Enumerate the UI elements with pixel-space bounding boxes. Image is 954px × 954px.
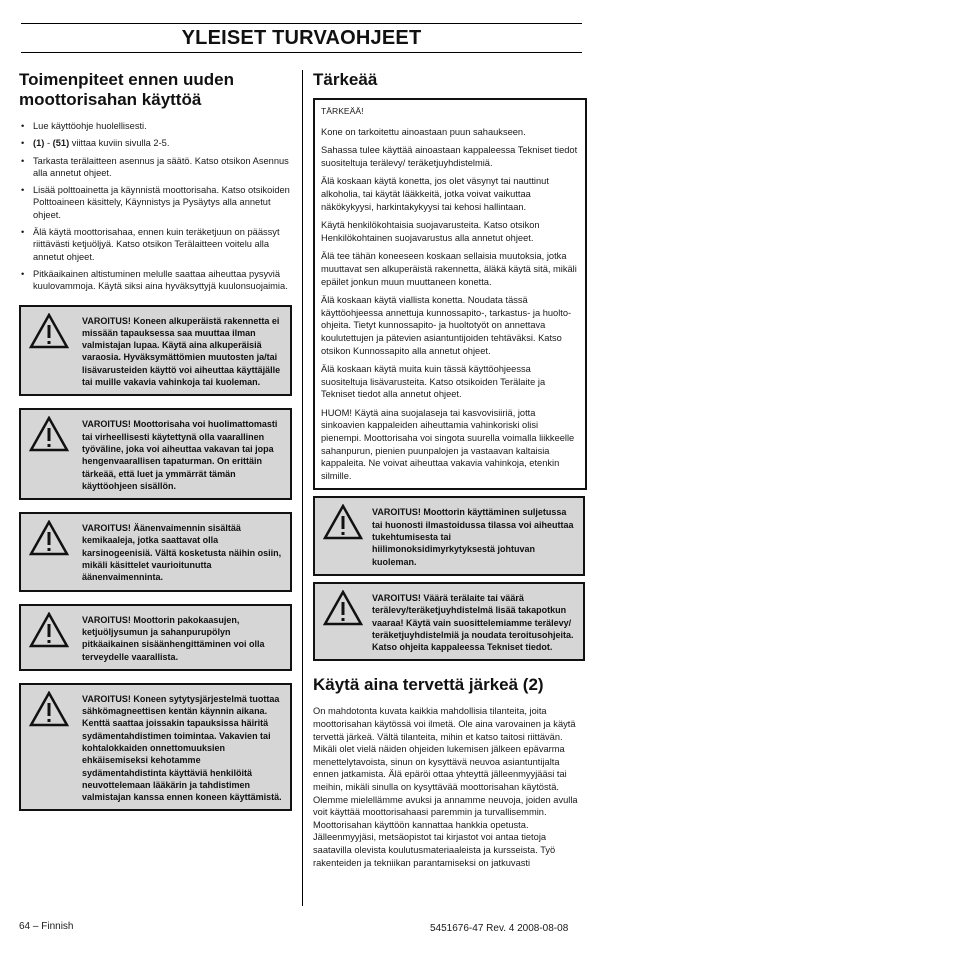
warning-box (313, 582, 585, 661)
list-item: • Lisää polttoainetta ja käynnistä moottorisaha. Katso otsikoiden Polttoaineen käsittely, Käynnistys ja Pysäytys alla annetut ohjeet. (19, 184, 292, 221)
important-paragraph: Käytä henkilökohtaisia suojavarusteita. Katso otsikon Henkilökohtainen suojavarustus alla annetut ohjeet. (321, 220, 540, 243)
important-box-title: TÄRKEÄÄ! (321, 106, 364, 116)
important-paragraph: Älä koskaan käytä muita kuin tässä käyttöohjeessa suositeltuja lisävarusteita. Katso otsikoiden Terälaite ja Tekniset tiedot alla annetut ohjeet. (321, 364, 546, 400)
warning-box (19, 683, 292, 812)
warning-text: VAROITUS! Koneen alkuperäistä rakennetta ei missään tapauksessa saa muuttaa ilman valmistajan lupaa. Käytä aina alkuperäisiä varaosia. Hyväksymättömien muutosten ja/tai lisävarusteiden käyttö voi aiheuttaa käyttäjälle tai muille vakavia vahinkoja tai kuoleman. (82, 315, 281, 388)
warning-triangle-icon (29, 612, 69, 648)
warning-text: VAROITUS! Väärä terälaite tai väärä terälevy/teräketjuyhdistelmä lisää takapotkun vaaraa! Käytä vain suosittelemiamme terälevy/ teräketjuyhdistelmiä ja noudata teroitusohjeita. Katso ohjeita kappaleessa Tekniset tiedot. (372, 592, 574, 653)
list-item: • (1) - (51) viittaa kuviin sivulla 2-5. (19, 137, 292, 149)
important-paragraph: Älä koskaan käytä konetta, jos olet väsynyt tai nauttinut alkoholia, tai käytät lääkkeitä, jotka voivat vaikuttaa näkökykyysi, harkintakykyysi tai kehosi hallintaan. (321, 176, 549, 212)
document-revision: 5451676-47 Rev. 4 2008-08-08 (430, 923, 569, 934)
warning-text: VAROITUS! Koneen sytytysjärjestelmä tuottaa sähkömagneettisen kentän käynnin aikana. Kenttä saattaa joissakin tapauksissa häiritä sydämentahdistimen toimintaa. Vakavien tai kohtalokkaiden onnettomuuksien ehkäisemiseksi kehotamme sydämentahdistinta käyttäviä henkilöitä neuvottelemaan lääkärin ja tahdistimen valmistajan kanssa ennen koneen käyttämistä. (82, 693, 282, 803)
section-heading-common-sense: Käytä aina tervettä järkeä (2) (313, 675, 544, 695)
title-rule (21, 52, 582, 53)
warning-box (19, 604, 292, 671)
warning-triangle-icon (29, 520, 69, 556)
important-paragraph: Älä koskaan käytä viallista konetta. Noudata tässä käyttöohjeessa annettuja kunnossapito-, tarkastus- ja huolto-ohjeita. Tietyt kunnossapito- ja huoltotyöt on annettava koulutettujen ja pätevien asiantuntijoiden tehtäväksi. Katso otsikon Kunnossapito alla annetut ohjeet. (321, 295, 572, 356)
warning-box (313, 496, 585, 575)
warning-box (19, 408, 292, 500)
common-sense-paragraph: On mahdotonta kuvata kaikkia mahdollisia tilanteita, joita moottorisahan käytössä voi ilmetä. Ole aina varovainen ja käytä tervettä järkeä. Vältä tilanteita, mihin et katso taitosi riittävän. Mikäli olet vielä näiden ohjeiden lukemisen jälkeen epävarma menettelytavoista, sinun on kysyttävä neuvoa asiantuntijalta ennen jatkamista. Älä epäröi ottaa yhteyttä jälleenmyyjääsi tai meihin, mikäli sinulla on kysyttävää moottorisahan käytöstä. Olemme mielellämme avuksi ja annamme neuvoja, joiden avulla voit käyttää moottorisahaasi paremmin ja turvallisemmin. Moottorisahan käyttöön kannattaa hankkia opetusta. Jälleenmyyjäsi, metsäopistot tai kirjastot voi antaa tietoja saatavilla olevista koulutusmateriaaleista ja kursseista. Työ rakenteiden ja tekniikan parantamiseksi on jatkuvasti (313, 706, 578, 868)
top-rule (21, 23, 582, 24)
list-item: • Lue käyttöohje huolellisesti. (19, 120, 292, 132)
important-paragraph: Sahassa tulee käyttää ainoastaan kappaleessa Tekniset tiedot suositeltuja terälevy/ teräketjuyhdistelmiä. (321, 145, 578, 168)
bullet-list (19, 120, 292, 293)
section-heading-before-use: Toimenpiteet ennen uuden moottorisahan käyttöä (19, 70, 235, 109)
important-paragraph: Älä tee tähän koneeseen koskaan sellaisia muutoksia, jotka muuttavat sen alkuperäistä rakennetta, äläkä käytä sitä, mikäli epäilet jonkun muun muuttaneen konetta. (321, 251, 577, 287)
warning-text: VAROITUS! Äänenvaimennin sisältää kemikaaleja, jotka saattavat olla karsinogeenisiä. Vältä kosketusta näihin osiin, mikäli käsittelet vaurioitunutta äänenvaimenninta. (82, 523, 282, 583)
warning-triangle-icon (29, 313, 69, 349)
column-divider (302, 70, 303, 906)
list-item: • Pitkäaikainen altistuminen melulle saattaa aiheuttaa pysyviä kuulovammoja. Käytä siksi aina hyväksyttyjä kuulonsuojaimia. (19, 268, 292, 293)
left-column (19, 70, 292, 811)
warning-text: VAROITUS! Moottorin pakokaasujen, ketjuöljysumun ja sahanpurupölyn pitkäaikainen sisäänhengittäminen voi olla terveydelle vaarallista. (82, 614, 265, 662)
list-item: • Tarkasta terälaitteen asennus ja säätö. Katso otsikon Asennus alla annetut ohjeet. (19, 155, 292, 180)
important-paragraph: HUOM! Käytä aina suojalaseja tai kasvovisiiriä, jotta sinkoavien kappaleiden aiheuttamia vahinkoriski olisi pienempi. Moottorisaha voi singota suurella voimalla liikkeelle sahanpurun, pienien puunpalojen ja vastaavan kaltaisia kappaleita. Ne voivat aiheuttaa vakavia vahinkoja, etenkin silmille. (321, 407, 575, 481)
warning-triangle-icon (29, 416, 69, 452)
page-title: YLEISET TURVAOHJEET (181, 27, 422, 49)
warning-box (19, 305, 292, 397)
warning-triangle-icon (323, 504, 363, 540)
list-item: • Älä käytä moottorisahaa, ennen kuin teräketjuun on päässyt riittävästi ketjuöljyä. Katso otsikon Terälaitteen voitelu alla annetut ohjeet. (19, 226, 292, 263)
warning-triangle-icon (29, 691, 69, 727)
warning-box (19, 512, 292, 591)
right-column (313, 70, 585, 869)
page-number: 64 – Finnish (19, 921, 74, 932)
warning-triangle-icon (323, 590, 363, 626)
warning-text: VAROITUS! Moottorisaha voi huolimattomasti tai virheellisesti käytettynä olla vaarallinen työväline, joka voi aiheuttaa vakavan tai jopa hengenvaarallisen tapaturman. On erittäin tärkeää, että luet ja ymmärrät tämän käyttöohjeen sisällön. (82, 419, 278, 491)
important-box (313, 98, 587, 490)
warning-text: VAROITUS! Moottorin käyttäminen suljetussa tai huonosti ilmastoidussa tilassa voi aiheuttaa tukehtumisesta tai hiilimonoksidimyrkytyksestä johtuvan kuoleman. (372, 507, 574, 567)
section-heading-important: Tärkeää (313, 70, 378, 89)
important-paragraph: Kone on tarkoitettu ainoastaan puun sahaukseen. (321, 126, 526, 137)
